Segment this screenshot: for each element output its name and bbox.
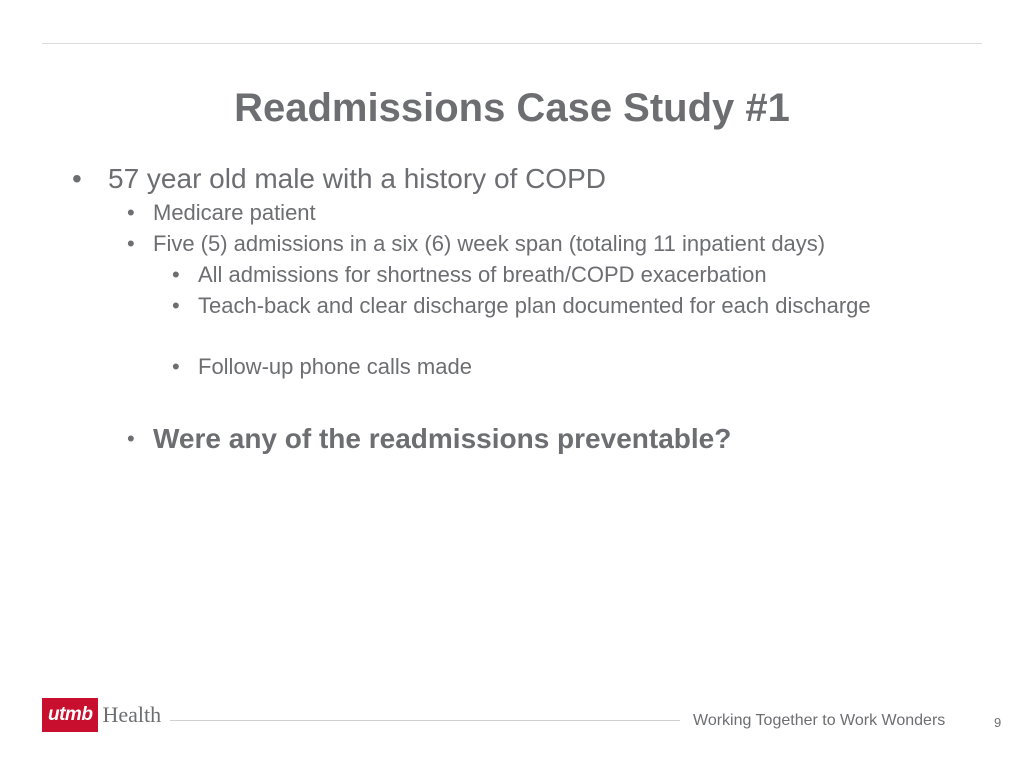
bullet-marker: • bbox=[72, 163, 82, 194]
bullet-text: 57 year old male with a history of COPD bbox=[108, 163, 606, 194]
bullet-text: Teach-back and clear discharge plan documented for each discharge bbox=[198, 293, 871, 318]
bullet-text: Five (5) admissions in a six (6) week span (totaling 11 inpatient days) bbox=[153, 231, 826, 256]
bullet-marker: • bbox=[172, 262, 180, 287]
slide-title: Readmissions Case Study #1 bbox=[234, 86, 790, 130]
bullet-marker: • bbox=[172, 354, 180, 379]
bullet-level-3 bbox=[172, 291, 878, 321]
bullet-level-2 bbox=[127, 198, 316, 228]
header-divider bbox=[42, 43, 982, 44]
question-bullet bbox=[127, 420, 732, 458]
bullet-text: Follow-up phone calls made bbox=[198, 354, 472, 379]
bullet-text: Medicare patient bbox=[153, 200, 316, 225]
footer-tagline: Working Together to Work Wonders bbox=[693, 712, 946, 729]
bullet-marker: • bbox=[127, 200, 135, 225]
bullet-marker: • bbox=[127, 231, 135, 256]
bullet-level-1 bbox=[72, 161, 606, 197]
logo-wordmark: Health bbox=[102, 702, 162, 727]
bullet-level-3 bbox=[172, 260, 888, 290]
bullet-level-2 bbox=[127, 229, 826, 259]
bullet-level-3 bbox=[172, 352, 888, 382]
footer-divider bbox=[170, 720, 680, 721]
utmb-health-logo bbox=[42, 698, 161, 732]
question-text: Were any of the readmissions preventable? bbox=[153, 423, 732, 454]
bullet-text: All admissions for shortness of breath/COPD exacerbation bbox=[198, 262, 767, 287]
logo-mark: utmb bbox=[42, 698, 98, 732]
bullet-marker: • bbox=[127, 426, 135, 451]
page-number: 9 bbox=[994, 715, 1002, 730]
bullet-marker: • bbox=[172, 293, 180, 318]
